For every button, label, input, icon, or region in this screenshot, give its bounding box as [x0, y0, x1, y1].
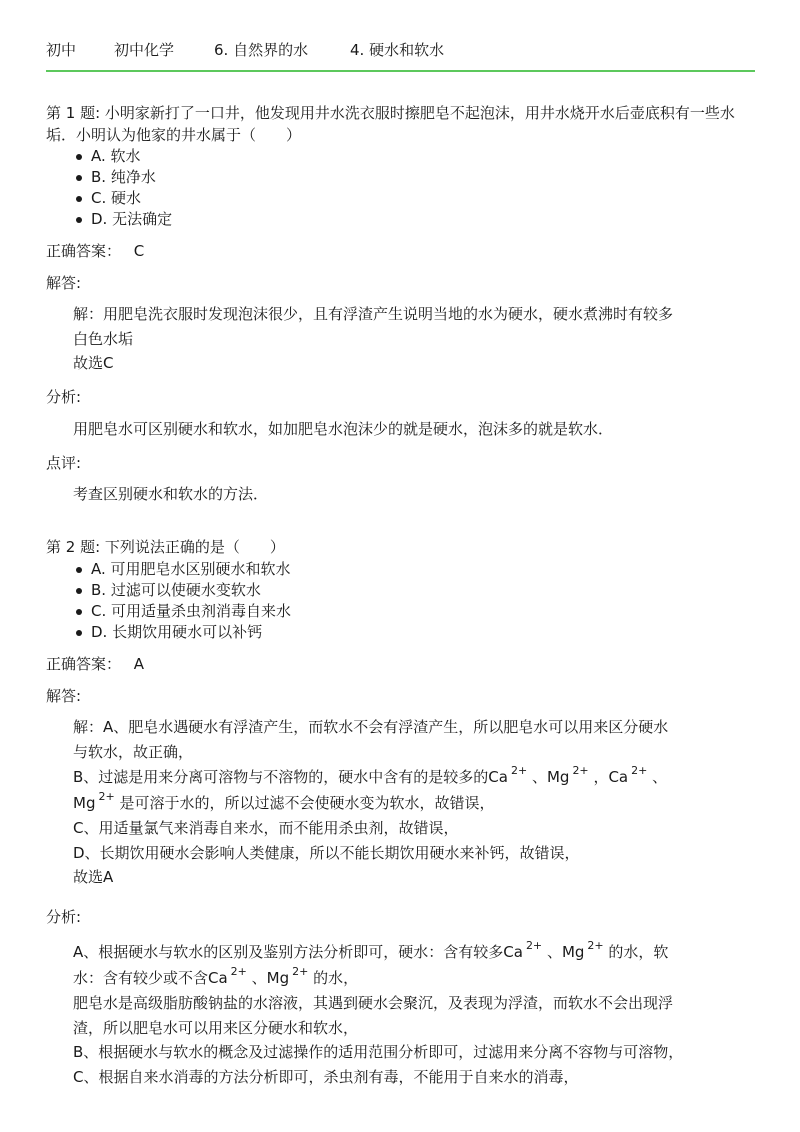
text-run: 、Mg [251, 969, 290, 987]
ion-charge: 2+ [510, 764, 528, 777]
breadcrumb-level[interactable]: 初中 [46, 41, 77, 59]
option-a[interactable]: A. 软水 [46, 146, 758, 167]
question-2-title: 第 2 题: 下列说法正确的是（ ） [46, 538, 285, 556]
ion-charge: 2+ [292, 965, 309, 978]
text-run: 的水，软 [608, 943, 669, 961]
solution-line [73, 764, 723, 790]
text-run: 、 [652, 768, 668, 786]
text-run: Mg [73, 794, 96, 812]
question-1-solution [73, 302, 723, 376]
option-d[interactable]: D. 长期饮用硬水可以补钙 [46, 622, 758, 643]
question-1-options [46, 146, 758, 230]
solution-label: 解答: [46, 274, 82, 292]
question-1-analysis: 用肥皂水可区别硬水和软水，如加肥皂水泡沫少的就是硬水，泡沫多的就是软水． [73, 420, 614, 438]
text-run: B、过滤是用来分离可溶物与不溶物的，硬水中含有的是较多的Ca [73, 768, 508, 786]
breadcrumb-chapter[interactable]: 6. 自然界的水 [214, 41, 309, 59]
analysis-label: 分析: [46, 388, 82, 406]
question-1-title: 第 1 题: 小明家新打了一口井，他发现用井水洗衣服时擦肥皂不起泡沫，用井水烧开水后壶底积有一些水垢．小明认为他家的井水属于（ ） [46, 104, 735, 144]
solution-line: D、长期饮用硬水会影响人类健康，所以不能长期饮用硬水来补钙，故错误， [73, 843, 580, 862]
solution-line: C、用适量氯气来消毒自来水，而不能用杀虫剂，故错误， [73, 819, 459, 837]
solution-line: 故选C [73, 354, 114, 372]
answer-value: C [133, 242, 145, 260]
question-2-answer [46, 653, 758, 675]
option-b[interactable]: B. 过滤可以使硬水变软水 [46, 580, 758, 601]
question-2-options [46, 559, 758, 643]
analysis-line [73, 965, 723, 991]
ion-charge: 2+ [230, 965, 247, 978]
header-divider [46, 70, 755, 72]
answer-value: A [133, 655, 145, 673]
breadcrumb-subject[interactable]: 初中化学 [114, 41, 175, 59]
analysis-label: 分析: [46, 908, 82, 926]
question-2-analysis [73, 939, 723, 1089]
analysis-line: 肥皂水是高级脂肪酸钠盐的水溶液，其遇到硬水会聚沉，及表现为浮渣，而软水不会出现浮 [73, 994, 674, 1012]
solution-line: 解：用肥皂洗衣服时发现泡沫很少，且有浮渣产生说明当地的水为硬水，硬水煮沸时有较多 [73, 305, 674, 323]
analysis-line: C、根据自来水消毒的方法分析即可，杀虫剂有毒，不能用于自来水的消毒， [73, 1067, 579, 1086]
solution-line: 白色水垢 [73, 329, 134, 348]
solution-line: 与软水，故正确， [73, 742, 194, 761]
question-1-comment: 考查区别硬水和软水的方法． [73, 485, 269, 503]
text-run: 水：含有较少或不含Ca [73, 969, 228, 987]
answer-label: 正确答案： [46, 242, 122, 260]
ion-charge: 2+ [631, 764, 648, 777]
text-run: 是可溶于水的，所以过滤不会使硬水变为软水，故错误， [119, 794, 495, 812]
option-b[interactable]: B. 纯净水 [46, 167, 758, 188]
text-run: 的水， [313, 969, 359, 987]
ion-charge: 2+ [572, 764, 589, 777]
option-a[interactable]: A. 可用肥皂水区别硬水和软水 [46, 559, 758, 580]
solution-line: 解：A、肥皂水遇硬水有浮渣产生，而软水不会有浮渣产生，所以肥皂水可以用来区分硬水 [73, 718, 669, 736]
option-c[interactable]: C. 硬水 [46, 188, 758, 209]
text-run: ，Ca [593, 768, 629, 786]
text-run: 、Mg [546, 943, 585, 961]
text-run: A、根据硬水与软水的区别及鉴别方法分析即可，硬水：含有较多Ca [73, 943, 523, 961]
solution-line [73, 790, 723, 816]
ion-charge: 2+ [525, 939, 543, 952]
answer-label: 正确答案： [46, 655, 122, 673]
text-run: 、Mg [531, 768, 570, 786]
analysis-line [73, 939, 723, 965]
question-1-answer [46, 240, 758, 262]
option-c[interactable]: C. 可用适量杀虫剂消毒自来水 [46, 601, 758, 622]
question-2-solution [73, 715, 723, 890]
option-d[interactable]: D. 无法确定 [46, 209, 758, 230]
analysis-line: 渣，所以肥皂水可以用来区分硬水和软水， [73, 1018, 359, 1037]
solution-label: 解答: [46, 687, 82, 705]
comment-label: 点评: [46, 454, 82, 472]
solution-line: 故选A [73, 868, 114, 886]
breadcrumb-topic[interactable]: 4. 硬水和软水 [350, 41, 445, 59]
ion-charge: 2+ [98, 790, 115, 803]
ion-charge: 2+ [587, 939, 604, 952]
analysis-line: B、根据硬水与软水的概念及过滤操作的适用范围分析即可，过滤用来分离不容物与可溶物， [73, 1043, 684, 1061]
breadcrumb [46, 39, 444, 61]
